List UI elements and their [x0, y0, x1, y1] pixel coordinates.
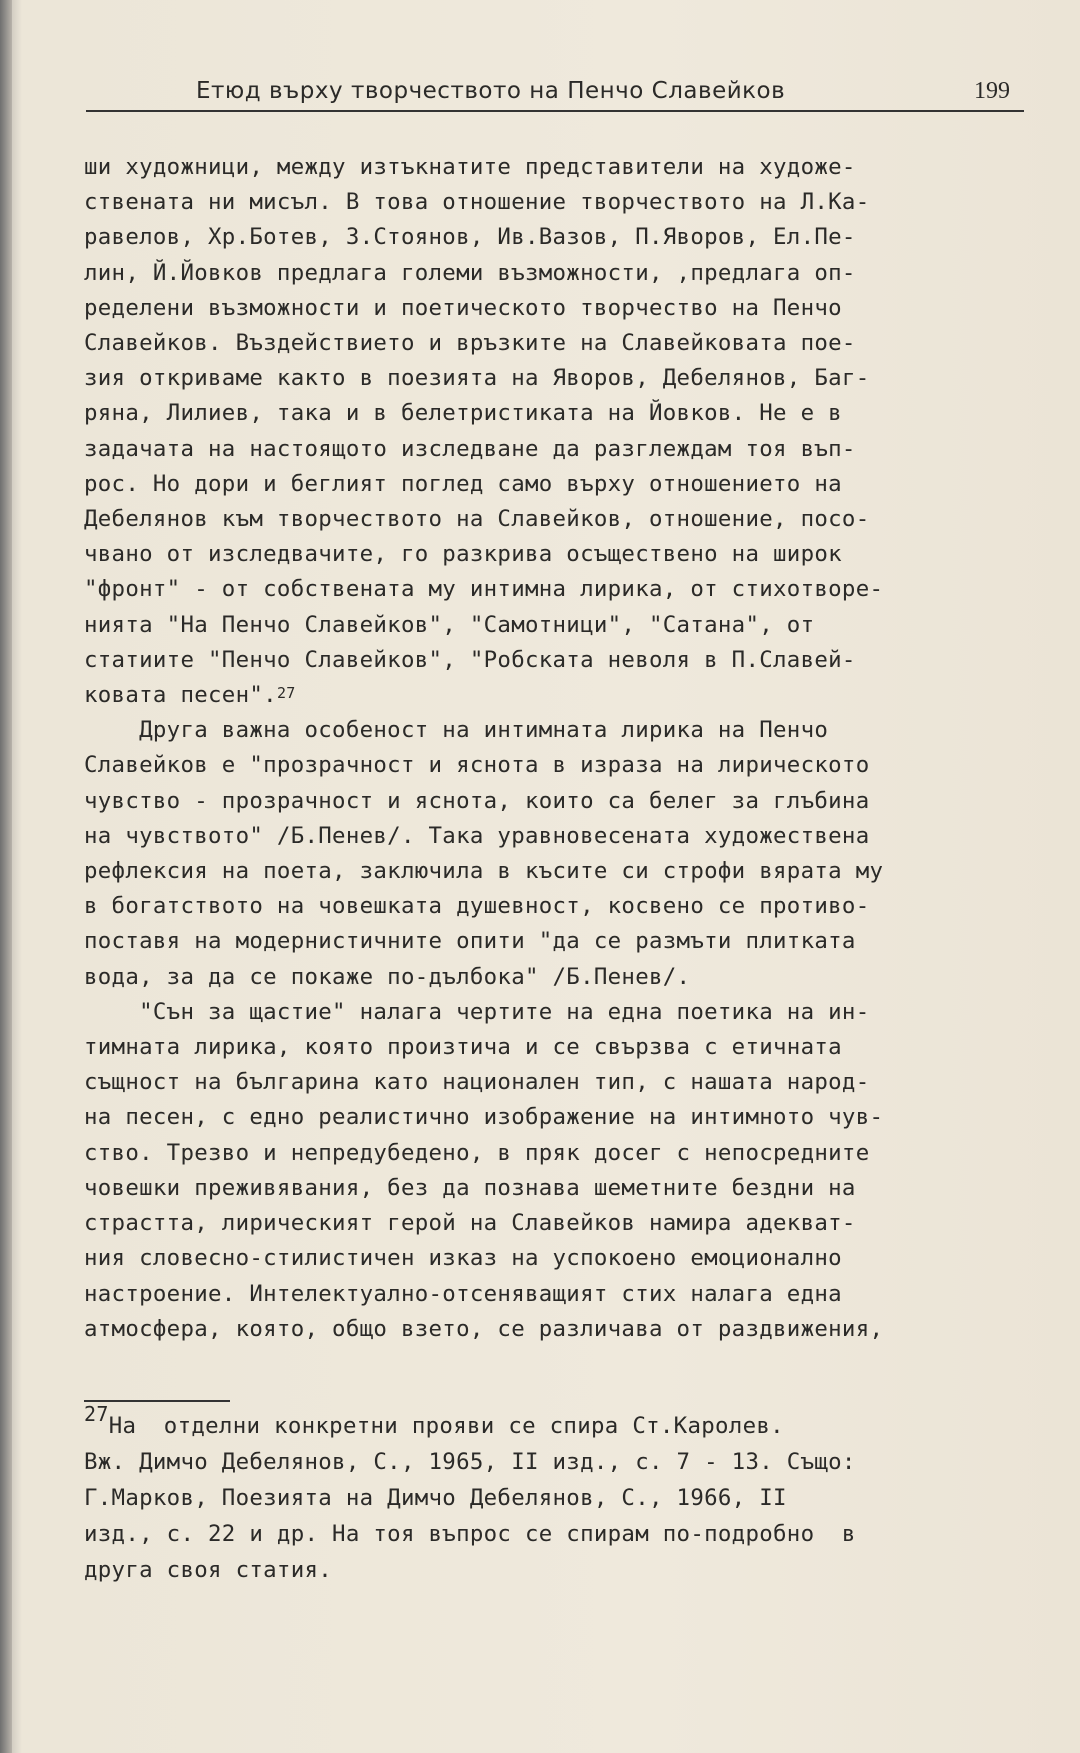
text-line: човешки преживявания, без да познава шеметните бездни на — [84, 1174, 856, 1201]
text-line: рос. Но дори и беглият поглед само върху отношението на — [84, 470, 842, 497]
footnote-text: На отделни конкретни прояви се спира Ст.Каролев. — [108, 1413, 784, 1439]
text-line: поставя на модернистичните опити "да се размъти плитката — [84, 928, 856, 955]
footnote-line: друга своя статия. — [84, 1557, 333, 1583]
text-line: лин, Й.Йовков предлага големи възможности, ,предлага оп- — [84, 259, 856, 286]
text-line: зия откриваме както в поезията на Яворов, Дебелянов, Баг- — [84, 365, 870, 392]
text-line: Славейков. Въздействието и връзките на Славейковата поe- — [84, 330, 856, 357]
footnote-line: Г.Марков, Поезията на Димчо Дебелянов, С., 1966, II — [84, 1485, 787, 1511]
body-text — [84, 150, 1034, 1347]
text-line: чвано от изследвачите, го разкрива осъществено на широк — [84, 541, 842, 568]
text-line: статиите "Пенчо Славейков", "Робската неволя в П.Славей- — [84, 646, 856, 673]
text-line: рефлексия на поета, заключила в късите си строфи вярата му — [84, 858, 884, 885]
footnote-line: Вж. Димчо Дебелянов, С., 1965, II изд., с. 7 - 13. Също: — [84, 1449, 856, 1475]
footnote-mark: 27 — [84, 1402, 109, 1426]
text-line-content: ковата песен". — [84, 682, 277, 709]
text-line: в богатството на човешката душевност, косвено се противо- — [84, 893, 870, 920]
text-line: Друга важна особеност на интимната лирика на Пенчо — [84, 717, 829, 744]
text-line: ствената ни мисъл. В това отношение творчеството на Л.Ка- — [84, 189, 870, 216]
running-head — [86, 78, 1024, 112]
text-line: Славейков е "прозрачност и яснота в израза на лирическото — [84, 752, 870, 779]
footnote-line: изд., с. 22 и др. На тоя въпрос се спирам по-подробно в — [84, 1521, 856, 1547]
text-line: вода, за да се покаже по-дълбока" /Б.Пенев/. — [84, 963, 691, 990]
text-line — [84, 678, 1034, 713]
text-line: задачата на настоящото изследване да разглеждам тоя въп- — [84, 435, 856, 462]
text-line: тимната лирика, която произтича и се свързва с етичната — [84, 1034, 842, 1061]
footnote-line — [84, 1402, 1034, 1444]
text-line: "фронт" - от собствената му интимна лирика, от стихотворе- — [84, 576, 884, 603]
text-line: "Сън за щастие" налага чертите на една поетика на ин- — [84, 998, 870, 1025]
text-line: атмосфера, която, общо взето, се различава от раздвижения, — [84, 1315, 884, 1342]
text-line: страстта, лирическият герой на Славейков намира адекват- — [84, 1210, 856, 1237]
text-line: настроение. Интелектуално-отсеняващият стих налага една — [84, 1280, 842, 1307]
text-line: ределени възможности и поетическото творчество на Пенчо — [84, 294, 842, 321]
text-line: Дебелянов към творчеството на Славейков, отношение, посо- — [84, 506, 870, 533]
text-line: ния словесно-стилистичен изказ на успокоено емоционално — [84, 1245, 842, 1272]
footnote-reference[interactable]: 27 — [276, 684, 296, 703]
text-line: на песен, с едно реалистично изображение на интимното чув- — [84, 1104, 884, 1131]
text-line: нията "На Пенчо Славейков", "Самотници", "Сатана", от — [84, 611, 815, 638]
text-line: равелов, Хр.Ботев, З.Стоянов, Ив.Вазов, П.Яворов, Ел.Пе- — [84, 224, 856, 251]
text-line: на чувството" /Б.Пенев/. Така уравновесената художествена — [84, 822, 870, 849]
text-line: ряна, Лилиев, така и в белетристиката на Йовков. Не е в — [84, 400, 842, 427]
page-number: 199 — [974, 78, 1010, 104]
running-title: Етюд върху творчеството на Пенчо Славейков — [196, 78, 786, 104]
text-line: ши художници, между изтъкнатите представители на художе- — [84, 154, 856, 180]
book-spine-shadow — [0, 0, 12, 1753]
footnote — [84, 1402, 1034, 1588]
text-line: същност на българина като национален тип, с нашата народ- — [84, 1069, 870, 1096]
text-line: чувство - прозрачност и яснота, които са белег за глъбина — [84, 787, 870, 814]
text-line: ство. Трезво и непредубедено, в пряк досег с непосредните — [84, 1139, 870, 1166]
